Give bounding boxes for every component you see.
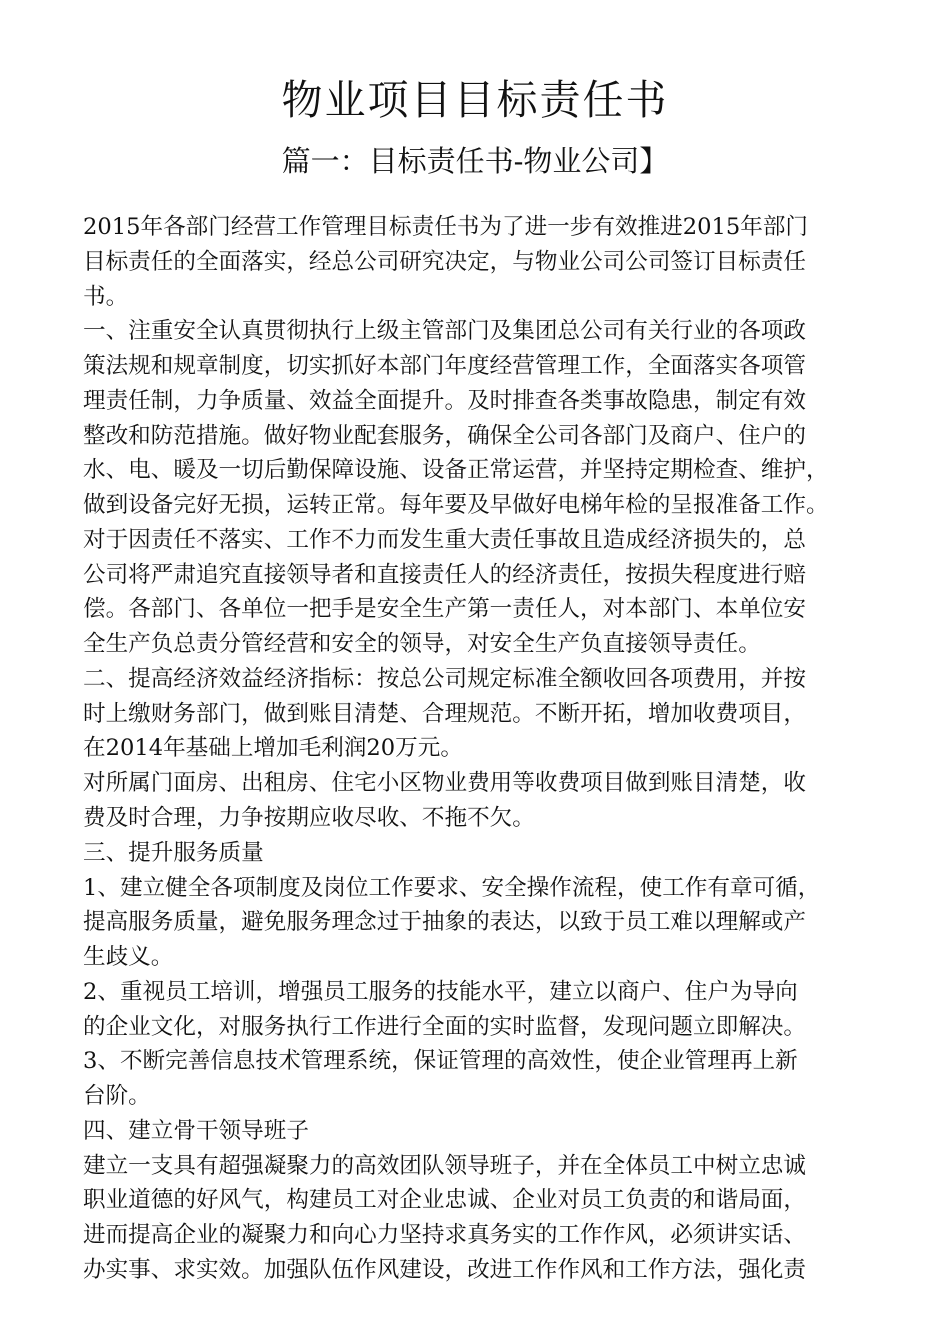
body-text-line: 费及时合理，力争按期应收尽收、不拖不欠。 <box>83 805 535 832</box>
body-text-line: 书。 <box>83 283 129 310</box>
body-text-line: 公司将严肃追究直接领导者和直接责任人的经济责任，按损失程度进行赔 <box>83 561 806 588</box>
body-text-line: 进而提高企业的凝聚力和向心力坚持求真务实的工作作风，必须讲实话、 <box>83 1222 806 1249</box>
body-text-line: 全生产负总责分管经营和安全的领导，对安全生产负直接领导责任。 <box>83 631 761 658</box>
body-text-line: 对于因责任不落实、工作不力而发生重大责任事故且造成经济损失的，总 <box>83 526 806 553</box>
body-text-line: 策法规和规章制度，切实抓好本部门年度经营管理工作，全面落实各项管 <box>83 353 806 380</box>
body-text-line: 的企业文化，对服务执行工作进行全面的实时监督，发现问题立即解决。 <box>83 1013 806 1040</box>
body-text-line: 台阶。 <box>83 1083 151 1110</box>
body-text-line: 办实事、求实效。加强队伍作风建设，改进工作作风和工作方法，强化责 <box>83 1256 806 1283</box>
body-text-line: 整改和防范措施。做好物业配套服务，确保全公司各部门及商户、住户的 <box>83 422 806 449</box>
body-text-line: 提高服务质量，避免服务理念过于抽象的表达，以致于员工难以理解或产 <box>83 909 806 936</box>
body-text-line: 1、建立健全各项制度及岗位工作要求、安全操作流程，使工作有章可循， <box>83 874 821 901</box>
body-text-line: 理责任制，力争质量、效益全面提升。及时排查各类事故隐患，制定有效 <box>83 387 806 414</box>
body-text-line: 职业道德的好风气，构建员工对企业忠诚、企业对员工负责的和谐局面， <box>83 1187 806 1214</box>
body-text-line: 2、重视员工培训，增强员工服务的技能水平，建立以商户、住户为导向 <box>83 978 798 1005</box>
body-text-line: 一、注重安全认真贯彻执行上级主管部门及集团总公司有关行业的各项政 <box>83 318 806 345</box>
body-text-line: 水、电、暖及一切后勤保障设施、设备正常运营，并坚持定期检查、维护， <box>83 457 829 484</box>
body-text-line: 做到设备完好无损，运转正常。每年要及早做好电梯年检的呈报准备工作。 <box>83 492 829 519</box>
body-text-line: 时上缴财务部门，做到账目清楚、合理规范。不断开拓，增加收费项目， <box>83 700 806 727</box>
document-body <box>83 210 923 1288</box>
body-text-line: 建立一支具有超强凝聚力的高效团队领导班子，并在全体员工中树立忠诚 <box>83 1152 806 1179</box>
body-text-line: 偿。各部门、各单位一把手是安全生产第一责任人，对本部门、本单位安 <box>83 596 806 623</box>
document-title: 物业项目目标责任书 <box>281 76 669 124</box>
body-text-line: 3、不断完善信息技术管理系统，保证管理的高效性，使企业管理再上新 <box>83 1048 798 1075</box>
document-subtitle: 篇一：目标责任书-物业公司】 <box>281 144 669 178</box>
body-text-line: 二、提高经济效益经济指标：按总公司规定标准全额收回各项费用，并按 <box>83 665 806 692</box>
body-text-line: 目标责任的全面落实，经总公司研究决定，与物业公司公司签订目标责任 <box>83 248 806 275</box>
body-text-line: 三、提升服务质量 <box>83 839 264 866</box>
body-text-line: 在2014年基础上增加毛利润20万元。 <box>83 735 463 762</box>
body-text-line: 对所属门面房、出租房、住宅小区物业费用等收费项目做到账目清楚，收 <box>83 770 806 797</box>
body-text-line: 2015年各部门经营工作管理目标责任书为了进一步有效推进2015年部门 <box>83 214 809 240</box>
body-text-line: 生歧义。 <box>83 944 174 971</box>
body-text-line: 四、建立骨干领导班子 <box>83 1117 309 1144</box>
